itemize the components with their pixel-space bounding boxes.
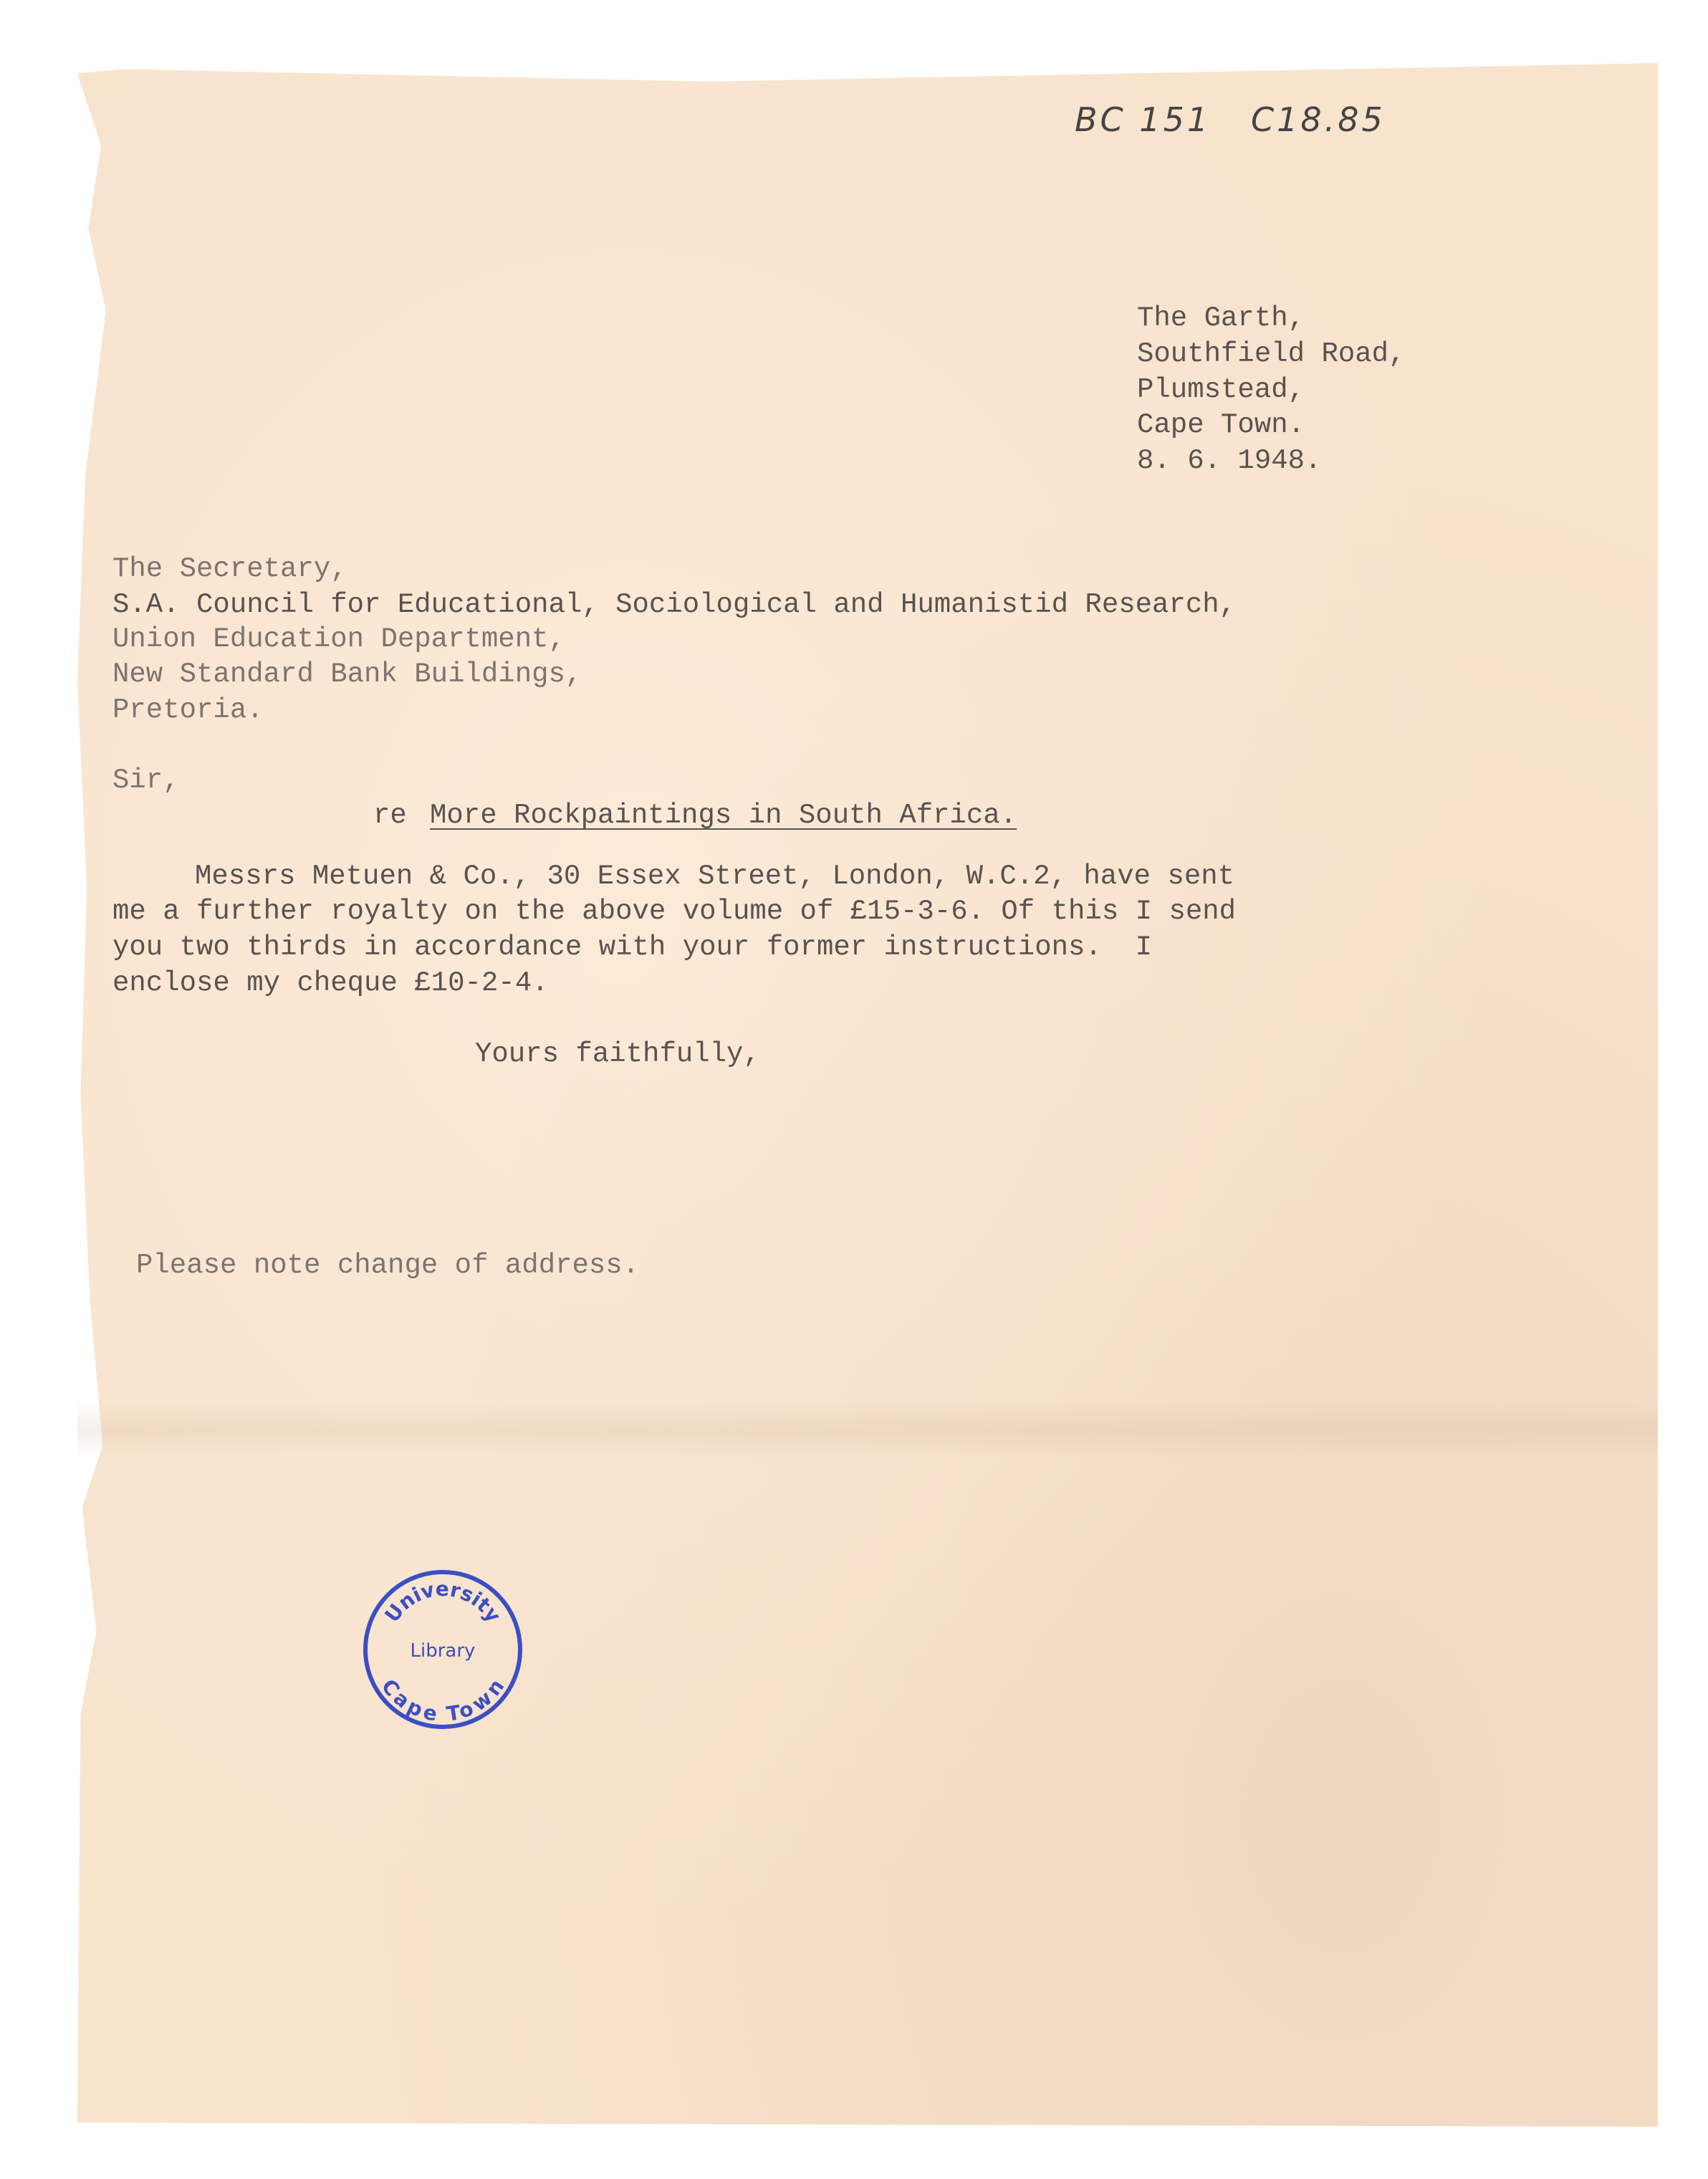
recipient-line-2: S.A. Council for Educational, Sociological and Humanistid Research, [112, 589, 1237, 621]
salutation: Sir, [112, 765, 180, 796]
recipient-line-4: New Standard Bank Buildings, [112, 659, 582, 690]
letter-date: 8. 6. 1948. [1137, 445, 1322, 476]
recipient-line-1: The Secretary, [112, 553, 347, 585]
stamp-center-text: Library [410, 1640, 476, 1662]
postscript: Please note change of address. [136, 1250, 640, 1281]
library-stamp [360, 1567, 525, 1732]
address-line-3: Plumstead, [1137, 374, 1305, 406]
body-line-4: enclose my cheque £10-2-4. [112, 967, 549, 999]
body-line-3: you two thirds in accordance with your former instructions. I [112, 932, 1153, 963]
address-line-4: Cape Town. [1137, 409, 1305, 441]
body-line-2: me a further royalty on the above volume of £15-3-6. Of this I send [112, 896, 1237, 927]
subject-title: More Rockpaintings in South Africa. [430, 800, 1017, 831]
stamp-bottom-text: Cape Town [376, 1675, 509, 1726]
archive-reference: BC 151 C18.85 [1075, 100, 1386, 139]
paper-fold-crease [77, 1401, 1658, 1458]
closing: Yours faithfully, [475, 1038, 760, 1070]
letter-paper [77, 63, 1658, 2127]
address-line-2: Southfield Road, [1137, 338, 1406, 370]
recipient-line-3: Union Education Department, [112, 623, 565, 655]
subject-prefix: re [373, 800, 407, 831]
stamp-top-text: University [380, 1576, 506, 1627]
recipient-line-5: Pretoria. [112, 694, 264, 726]
address-line-1: The Garth, [1137, 302, 1305, 334]
body-line-1: Messrs Metuen & Co., 30 Essex Street, London, W.C.2, have sent [195, 861, 1235, 892]
